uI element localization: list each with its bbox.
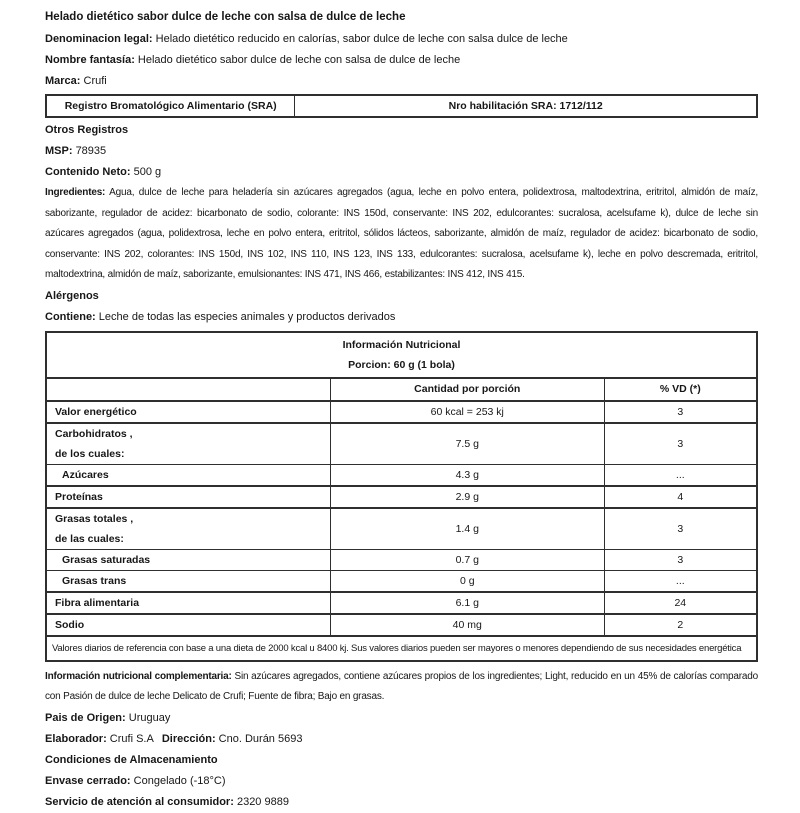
row-amount: 0 g	[330, 570, 604, 592]
row-label: Fibra alimentaria	[46, 592, 330, 614]
nutrition-row-grasas-totales	[46, 508, 757, 550]
nutrition-row-grasas-trans	[46, 570, 757, 592]
row-label: Valor energético	[46, 401, 330, 423]
field-ingredientes	[45, 183, 758, 286]
pais-value: Uruguay	[128, 711, 171, 724]
contiene-value: Leche de todas las especies animales y productos derivados	[98, 310, 396, 323]
field-complementaria	[45, 667, 758, 708]
row-label: Grasas saturadas	[46, 549, 330, 570]
ingredientes-label: Ingredientes:	[45, 187, 106, 198]
nutrition-header-vd: % VD (*)	[604, 378, 757, 401]
direccion-label: Dirección:	[161, 732, 216, 745]
nutrition-row-grasas-saturadas	[46, 549, 757, 570]
field-pais-origen	[45, 708, 758, 729]
row-amount: 2.9 g	[330, 486, 604, 508]
row-vd: 4	[604, 486, 757, 508]
field-marca	[45, 71, 758, 92]
nutrition-row-sodio	[46, 614, 757, 636]
row-vd: 3	[604, 508, 757, 550]
elaborador-value: Crufi S.A	[109, 732, 154, 745]
row-amount: 1.4 g	[330, 508, 604, 550]
nutrition-portion: Porcion: 60 g (1 bola)	[348, 358, 455, 371]
contiene-label: Contiene:	[45, 310, 96, 323]
nutrition-header-amount: Cantidad por porción	[330, 378, 604, 401]
nutrition-header-row	[46, 378, 757, 401]
row-amount: 7.5 g	[330, 423, 604, 465]
row-vd: 3	[604, 401, 757, 423]
otros-registros-heading: Otros Registros	[45, 124, 129, 136]
servicio-label: Servicio de atención al consumidor:	[45, 795, 234, 808]
row-sublabel: de los cuales:	[55, 447, 125, 460]
row-vd: 3	[604, 549, 757, 570]
direccion-value: Cno. Durán 5693	[218, 732, 303, 745]
row-label: Sodio	[46, 614, 330, 636]
row-vd: 24	[604, 592, 757, 614]
nutrition-footnote-row	[46, 636, 757, 661]
field-nombre-fantasia	[45, 50, 758, 71]
elaborador-label: Elaborador:	[45, 732, 107, 745]
row-label: Azúcares	[46, 464, 330, 486]
registro-table	[45, 94, 758, 118]
fantasia-label: Nombre fantasía:	[45, 54, 135, 66]
nutrition-table	[45, 331, 758, 662]
row-amount: 60 kcal = 253 kj	[330, 401, 604, 423]
row-amount: 4.3 g	[330, 464, 604, 486]
field-servicio-consumidor	[45, 792, 758, 813]
nutrition-row-valor-energetico	[46, 401, 757, 423]
row-amount: 40 mg	[330, 614, 604, 636]
row-amount: 6.1 g	[330, 592, 604, 614]
contenido-neto-label: Contenido Neto:	[45, 166, 131, 178]
row-sublabel: de las cuales:	[55, 532, 124, 545]
row-label: Carbohidratos ,	[55, 427, 133, 440]
nutrition-title-row	[46, 332, 757, 378]
row-label: Grasas totales ,	[55, 512, 134, 525]
row-vd: ...	[604, 464, 757, 486]
row-label: Proteínas	[46, 486, 330, 508]
row-amount: 0.7 g	[330, 549, 604, 570]
complementaria-label: Información nutricional complementaria:	[45, 670, 232, 682]
row-label: Grasas trans	[46, 570, 330, 592]
fantasia-value: Helado dietético sabor dulce de leche con salsa de dulce de leche	[137, 54, 461, 66]
field-denominacion-legal	[45, 29, 758, 50]
row-vd: 3	[604, 423, 757, 465]
complementaria-value: Sin azúcares agregados, contiene azúcares propios de los ingredientes; Light, reducido en un 45% de calorías comparado con Pasión de dulce de leche Delicato de Crufi; Fuente de fibra; Bajo en grasas.	[45, 670, 758, 702]
envase-label: Envase cerrado:	[45, 774, 131, 787]
registro-nombre-cell: Registro Bromatológico Alimentario (SRA)	[46, 95, 295, 117]
msp-label: MSP:	[45, 145, 73, 157]
marca-value: Crufi	[83, 75, 107, 87]
nutrition-footnote: Valores diarios de referencia con base a una dieta de 2000 kcal u 8400 kj. Sus valores diarios pueden ser mayores o menores dependiendo de sus necesidades energética	[46, 636, 757, 661]
marca-label: Marca:	[45, 75, 81, 87]
row-vd: 2	[604, 614, 757, 636]
denominacion-label: Denominacion legal:	[45, 33, 153, 45]
field-envase	[45, 771, 758, 792]
row-vd: ...	[604, 570, 757, 592]
page-title: Helado dietético sabor dulce de leche con salsa de dulce de leche	[45, 11, 406, 23]
nutrition-row-azucares	[46, 464, 757, 486]
msp-value: 78935	[75, 145, 107, 157]
nutrition-row-carbohidratos	[46, 423, 757, 465]
field-msp	[45, 141, 758, 162]
field-contiene	[45, 307, 758, 328]
registro-row	[46, 95, 757, 117]
field-contenido-neto	[45, 162, 758, 183]
alergenos-heading: Alérgenos	[45, 289, 99, 302]
nutrition-row-proteinas	[46, 486, 757, 508]
nutrition-title: Información Nutricional	[342, 338, 461, 351]
nutrition-header-empty	[46, 378, 330, 401]
contenido-neto-value: 500 g	[133, 166, 162, 178]
ingredientes-value: Agua, dulce de leche para heladería sin azúcares agregados (agua, leche en polvo entera, polidextrosa, maltodextrina, eritritol, almidón de maíz, saborizante, regulador de acidez: bicarbonato de sodio, colorante: INS 150d, conservante: INS 202, edulcorantes: sucralosa, acelsufame k), dulce de leche sin azúcares agregados (agua, polidextrosa, leche en polvo entera, eritritol, sólidos lácteos, saborizante, almidón de maíz, regulador de acidez: bicarbonato de sodio, conservante: INS 202, colorantes: INS 150d, INS 102, INS 110, INS 123, INS 133, edulcorantes: sucralosa, acelsufame k), leche en polvo descremada, eritritol, maltodextrina, almidón de maíz, saborizante, emulsionantes: INS 471, INS 466, estabilizantes: INS 412, INS 415.	[45, 187, 759, 280]
nutrition-row-fibra	[46, 592, 757, 614]
condiciones-heading: Condiciones de Almacenamiento	[45, 753, 218, 766]
servicio-value: 2320 9889	[236, 795, 289, 808]
pais-label: Pais de Origen:	[45, 711, 126, 724]
registro-habilitacion-cell: Nro habilitación SRA: 1712/112	[295, 95, 757, 117]
envase-value: Congelado (-18°C)	[133, 774, 226, 787]
field-elaborador	[45, 729, 758, 750]
denominacion-value: Helado dietético reducido en calorías, sabor dulce de leche con salsa dulce de leche	[155, 33, 568, 45]
